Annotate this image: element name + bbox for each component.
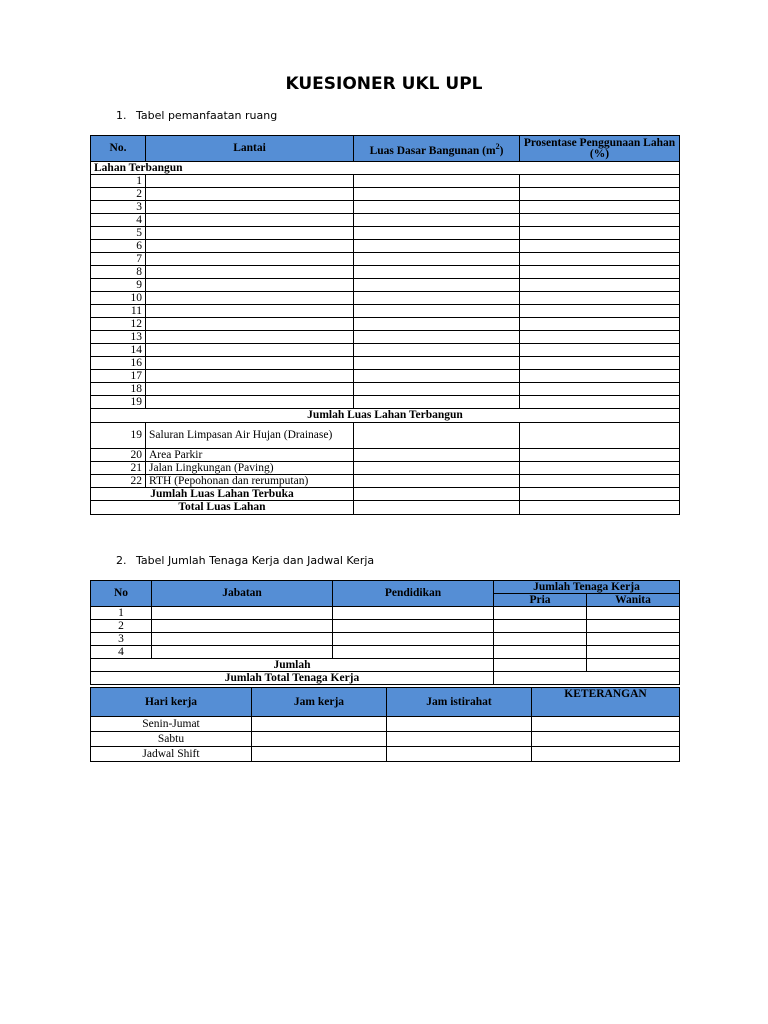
prosentase-cell[interactable] (520, 266, 680, 279)
header-pria: Pria (494, 594, 587, 607)
row-number: 2 (91, 620, 152, 633)
header-luas-close: ) (499, 144, 504, 157)
luas-cell[interactable] (354, 240, 520, 253)
luas-cell[interactable] (354, 396, 520, 409)
table-row (91, 357, 680, 370)
table-row (91, 227, 680, 240)
section-label: Tabel pemanfaatan ruang (136, 109, 278, 122)
prosentase-cell[interactable] (520, 175, 680, 188)
jam-kerja-cell[interactable] (252, 732, 387, 747)
header-no: No. (91, 136, 146, 162)
row-number: 1 (91, 175, 146, 188)
pendidikan-cell[interactable] (333, 607, 494, 620)
header-prosentase: Prosentase Penggunaan Lahan (%) (520, 136, 680, 162)
table-row (91, 620, 680, 633)
jam-kerja-cell[interactable] (252, 747, 387, 762)
luas-cell[interactable] (354, 227, 520, 240)
row-number: 12 (91, 318, 146, 331)
header-jam-kerja: Jam kerja (252, 688, 387, 717)
row-number: 2 (91, 188, 146, 201)
jam-istirahat-cell[interactable] (387, 732, 532, 747)
wanita-cell[interactable] (587, 646, 680, 659)
pria-cell[interactable] (494, 633, 587, 646)
prosentase-cell[interactable] (520, 462, 680, 475)
table-row (91, 201, 680, 214)
lantai-cell[interactable] (146, 266, 354, 279)
prosentase-cell[interactable] (520, 475, 680, 488)
table-row (91, 240, 680, 253)
open-land-row (91, 423, 680, 449)
lantai-cell[interactable] (146, 331, 354, 344)
total-label: Jumlah Total Tenaga Kerja (91, 672, 494, 685)
prosentase-cell[interactable] (520, 383, 680, 396)
luas-cell[interactable] (354, 188, 520, 201)
row-number: 7 (91, 253, 146, 266)
open-land-label: RTH (Pepohonan dan rerumputan) (146, 475, 354, 488)
header-lantai: Lantai (146, 136, 354, 162)
table-row (91, 646, 680, 659)
lantai-cell[interactable] (146, 370, 354, 383)
jam-kerja-cell[interactable] (252, 717, 387, 732)
lantai-cell[interactable] (146, 279, 354, 292)
row-number: 1 (91, 607, 152, 620)
table-row (91, 344, 680, 357)
row-number: 14 (91, 344, 146, 357)
row-number: 18 (91, 383, 146, 396)
schedule-row (91, 747, 680, 762)
prosentase-cell[interactable] (520, 488, 680, 501)
prosentase-cell[interactable] (520, 201, 680, 214)
prosentase-cell[interactable] (520, 292, 680, 305)
subtotal-label: Jumlah Luas Lahan Terbangun (91, 409, 680, 423)
prosentase-cell[interactable] (520, 214, 680, 227)
luas-cell[interactable] (354, 383, 520, 396)
luas-cell[interactable] (354, 201, 520, 214)
jam-istirahat-cell[interactable] (387, 717, 532, 732)
open-land-label: Area Parkir (146, 449, 354, 462)
row-number: 4 (91, 646, 152, 659)
row-number: 3 (91, 633, 152, 646)
luas-cell[interactable] (354, 344, 520, 357)
header-luas-sup: 2 (495, 141, 500, 151)
header-pendidikan: Pendidikan (333, 581, 494, 607)
luas-cell[interactable] (354, 475, 520, 488)
open-land-row (91, 449, 680, 462)
row-number: 19 (91, 396, 146, 409)
table-header-row (91, 688, 680, 717)
row-number: 13 (91, 331, 146, 344)
header-luas (354, 136, 520, 162)
table-row (91, 214, 680, 227)
open-total-label: Jumlah Luas Lahan Terbuka (91, 488, 354, 501)
row-number: 17 (91, 370, 146, 383)
wanita-cell[interactable] (587, 607, 680, 620)
luas-cell[interactable] (354, 279, 520, 292)
row-number: 3 (91, 201, 146, 214)
table-row (91, 305, 680, 318)
jabatan-cell[interactable] (152, 646, 333, 659)
group-label: Lahan Terbangun (91, 162, 680, 175)
table-row (91, 331, 680, 344)
keterangan-cell[interactable] (532, 747, 680, 762)
prosentase-cell[interactable] (520, 449, 680, 462)
hari-kerja-cell: Sabtu (91, 732, 252, 747)
luas-cell[interactable] (354, 370, 520, 383)
header-luas-text: Luas Dasar Bangunan (m (369, 144, 496, 157)
pendidikan-cell[interactable] (333, 620, 494, 633)
table-row (91, 318, 680, 331)
lantai-cell[interactable] (146, 201, 354, 214)
row-number: 5 (91, 227, 146, 240)
row-number: 8 (91, 266, 146, 279)
page-title: KUESIONER UKL UPL (285, 74, 483, 94)
luas-cell[interactable] (354, 462, 520, 475)
hari-kerja-cell: Jadwal Shift (91, 747, 252, 762)
lantai-cell[interactable] (146, 318, 354, 331)
table-row (91, 175, 680, 188)
pendidikan-cell[interactable] (333, 646, 494, 659)
grand-total-row (91, 501, 680, 515)
lantai-cell[interactable] (146, 292, 354, 305)
prosentase-cell[interactable] (520, 253, 680, 266)
luas-cell[interactable] (354, 488, 520, 501)
section-label: Tabel Jumlah Tenaga Kerja dan Jadwal Kerja (136, 554, 375, 567)
luas-cell[interactable] (354, 292, 520, 305)
prosentase-cell[interactable] (520, 279, 680, 292)
luas-cell[interactable] (354, 318, 520, 331)
prosentase-cell[interactable] (520, 240, 680, 253)
open-land-row (91, 462, 680, 475)
header-keterangan: KETERANGAN (532, 688, 680, 717)
luas-cell[interactable] (354, 305, 520, 318)
luas-cell[interactable] (354, 449, 520, 462)
table-row (91, 292, 680, 305)
jabatan-cell[interactable] (152, 607, 333, 620)
lantai-cell[interactable] (146, 344, 354, 357)
header-jumlah-tenaga-kerja: Jumlah Tenaga Kerja (494, 581, 680, 594)
lantai-cell[interactable] (146, 253, 354, 266)
wanita-cell[interactable] (587, 659, 680, 672)
hari-kerja-cell: Senin-Jumat (91, 717, 252, 732)
group-row (91, 162, 680, 175)
jumlah-row (91, 659, 680, 672)
prosentase-cell[interactable] (520, 318, 680, 331)
prosentase-cell[interactable] (520, 227, 680, 240)
header-wanita: Wanita (587, 594, 680, 607)
jumlah-label: Jumlah (91, 659, 494, 672)
row-number: 9 (91, 279, 146, 292)
header-jam-istirahat: Jam istirahat (387, 688, 532, 717)
jam-istirahat-cell[interactable] (387, 747, 532, 762)
total-row (91, 672, 680, 685)
table-row (91, 279, 680, 292)
row-number: 21 (91, 462, 146, 475)
prosentase-cell[interactable] (520, 423, 680, 449)
table-row (91, 253, 680, 266)
lantai-cell[interactable] (146, 240, 354, 253)
prosentase-cell[interactable] (520, 344, 680, 357)
grand-total-label: Total Luas Lahan (91, 501, 354, 515)
row-number: 6 (91, 240, 146, 253)
workforce-table (90, 580, 680, 685)
table-row (91, 383, 680, 396)
row-number: 16 (91, 357, 146, 370)
jabatan-cell[interactable] (152, 633, 333, 646)
prosentase-cell[interactable] (520, 305, 680, 318)
schedule-row (91, 717, 680, 732)
row-number: 22 (91, 475, 146, 488)
luas-cell[interactable] (354, 214, 520, 227)
section-number: 1. (116, 109, 127, 122)
lantai-cell[interactable] (146, 305, 354, 318)
open-total-row (91, 488, 680, 501)
section-number: 2. (116, 554, 127, 567)
header-jabatan: Jabatan (152, 581, 333, 607)
open-land-label: Saluran Limpasan Air Hujan (Drainase) (146, 423, 354, 449)
pria-cell[interactable] (494, 659, 587, 672)
pria-cell[interactable] (494, 607, 587, 620)
prosentase-cell[interactable] (520, 501, 680, 515)
lantai-cell[interactable] (146, 175, 354, 188)
lantai-cell[interactable] (146, 214, 354, 227)
row-number: 20 (91, 449, 146, 462)
row-number: 4 (91, 214, 146, 227)
wanita-cell[interactable] (587, 633, 680, 646)
luas-cell[interactable] (354, 175, 520, 188)
table-row (91, 607, 680, 620)
table-row (91, 266, 680, 279)
table-header-row (91, 136, 680, 162)
table-row (91, 370, 680, 383)
open-land-label: Jalan Lingkungan (Paving) (146, 462, 354, 475)
pria-cell[interactable] (494, 646, 587, 659)
wanita-cell[interactable] (587, 620, 680, 633)
luas-cell[interactable] (354, 266, 520, 279)
jabatan-cell[interactable] (152, 620, 333, 633)
pria-cell[interactable] (494, 620, 587, 633)
work-schedule-table (90, 687, 680, 762)
luas-cell[interactable] (354, 253, 520, 266)
row-number: 10 (91, 292, 146, 305)
table-row (91, 396, 680, 409)
luas-cell[interactable] (354, 331, 520, 344)
lantai-cell[interactable] (146, 227, 354, 240)
prosentase-cell[interactable] (520, 370, 680, 383)
lantai-cell[interactable] (146, 357, 354, 370)
luas-cell[interactable] (354, 423, 520, 449)
total-cell[interactable] (494, 672, 680, 685)
header-hari-kerja: Hari kerja (91, 688, 252, 717)
schedule-row (91, 732, 680, 747)
luas-cell[interactable] (354, 501, 520, 515)
keterangan-cell[interactable] (532, 717, 680, 732)
lantai-cell[interactable] (146, 188, 354, 201)
prosentase-cell[interactable] (520, 396, 680, 409)
lantai-cell[interactable] (146, 383, 354, 396)
row-number: 11 (91, 305, 146, 318)
header-no: No (91, 581, 152, 607)
table-row (91, 188, 680, 201)
keterangan-cell[interactable] (532, 732, 680, 747)
open-land-row (91, 475, 680, 488)
subtotal-row (91, 409, 680, 423)
table-header-row (91, 581, 680, 594)
lantai-cell[interactable] (146, 396, 354, 409)
prosentase-cell[interactable] (520, 331, 680, 344)
row-number: 19 (91, 423, 146, 449)
land-use-table (90, 135, 680, 515)
prosentase-cell[interactable] (520, 357, 680, 370)
prosentase-cell[interactable] (520, 188, 680, 201)
pendidikan-cell[interactable] (333, 633, 494, 646)
luas-cell[interactable] (354, 357, 520, 370)
table-row (91, 633, 680, 646)
